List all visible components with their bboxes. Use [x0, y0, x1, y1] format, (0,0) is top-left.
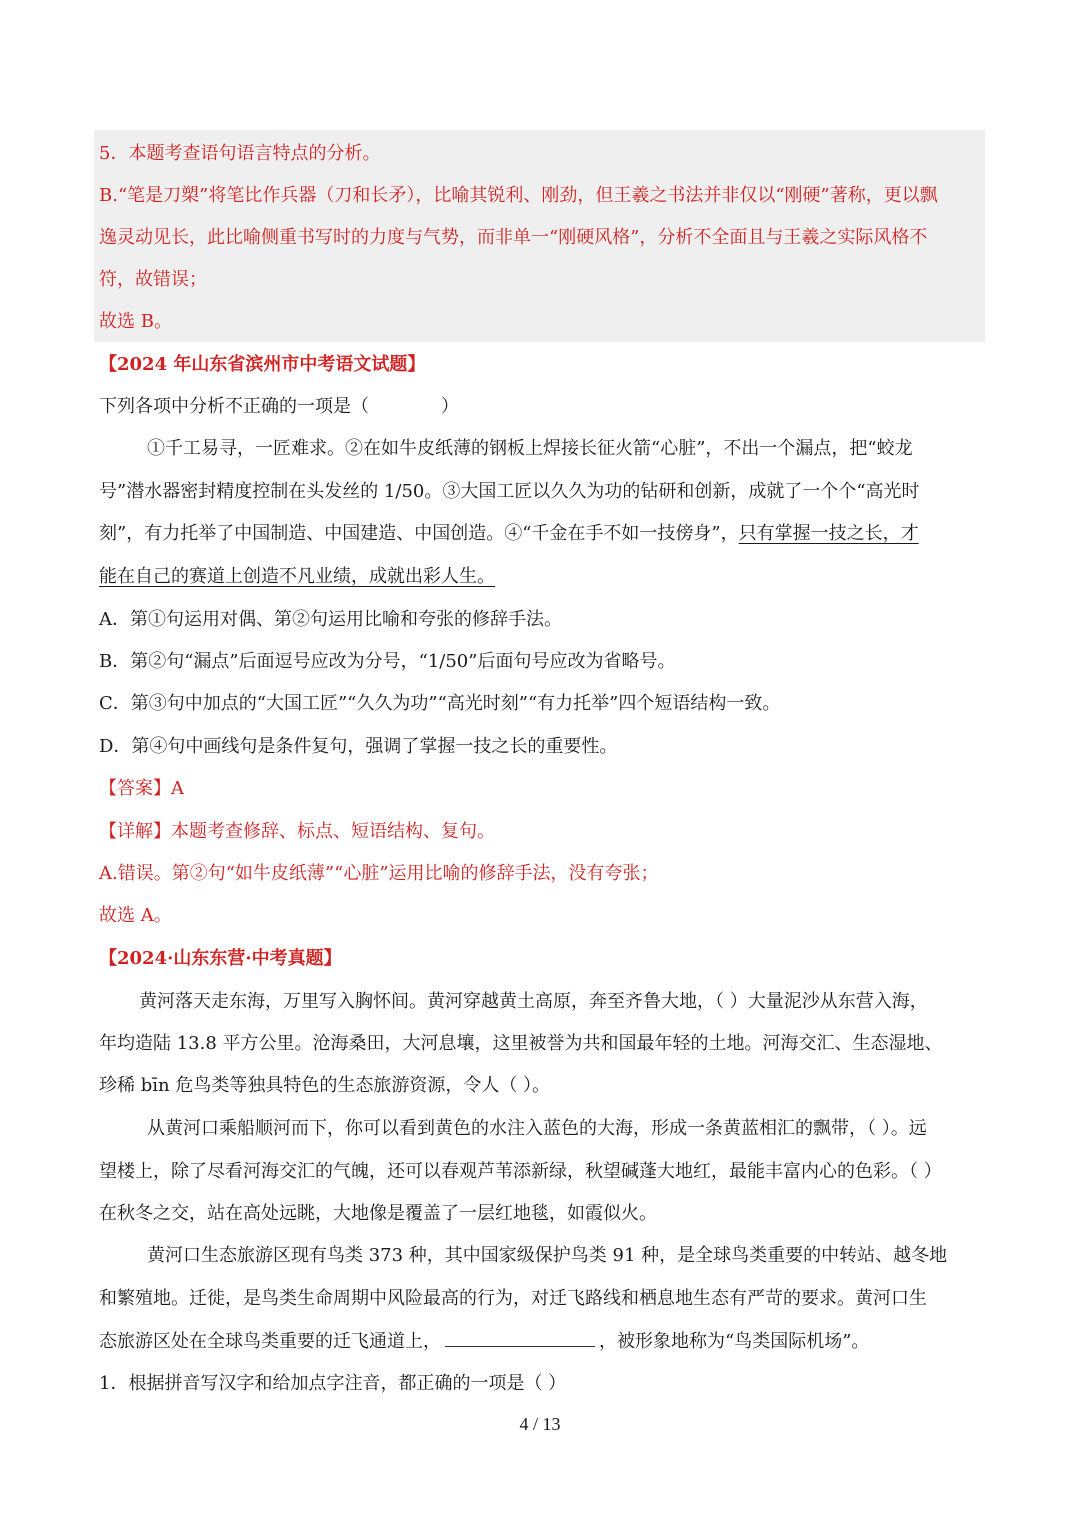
fill-in-blank	[445, 1330, 595, 1347]
passage-text: 刻”，有力托举了中国制造、中国建造、中国创造。④“千金在手不如一技傍身”，	[99, 523, 739, 544]
passage-line	[99, 1330, 989, 1353]
passage-line: 和繁殖地。迁徙，是鸟类生命周期中风险最高的行为，对迁飞路线和栖息地生态有严苛的要求。黄河口生	[99, 1288, 927, 1309]
explanation-line: 5．本题考查语句语言特点的分析。	[99, 143, 381, 164]
answer: 【答案】A	[99, 778, 184, 799]
passage-line: 黄河口生态旅游区现有鸟类 373 种，其中国家级保护鸟类 91 种，是全球鸟类重要的中转站、越冬地	[147, 1245, 948, 1266]
section-header: 【2024·山东东营·中考真题】	[99, 948, 342, 969]
explanation-line: 符，故错误；	[99, 269, 207, 290]
option-a: A．第①句运用对偶、第②句运用比喻和夸张的修辞手法。	[99, 609, 562, 630]
underlined-sentence: 能在自己的赛道上创造不凡业绩，成就出彩人生。	[99, 566, 495, 587]
passage-line: 黄河落天走东海，万里写入胸怀间。黄河穿越黄土高原，奔至齐鲁大地，（ ）大量泥沙从东营入海，	[139, 991, 928, 1012]
question-1: 1．根据拼音写汉字和给加点字注音，都正确的一项是（ ）	[99, 1373, 567, 1394]
passage-line: 望楼上，除了尽看河海交汇的气魄，还可以春观芦苇添新绿，秋望碱蓬大地红，最能丰富内心的色彩。（ ）	[99, 1161, 942, 1182]
explanation-line: B.“笔是刀槊”将笔比作兵器（刀和长矛），比喻其锐利、刚劲，但王羲之书法并非仅以“刚硬”著称，更以飘	[99, 185, 938, 206]
section-header: 【2024 年山东省滨州市中考语文试题】	[99, 354, 426, 375]
passage-line: 号”潜水器密封精度控制在头发丝的 1/50。③大国工匠以久久为功的钻研和创新，成就了一个个“高光时	[99, 481, 920, 502]
passage-line: 在秋冬之交，站在高处远眺，大地像是覆盖了一层红地毯，如霞似火。	[99, 1203, 657, 1224]
detail: 【详解】本题考查修辞、标点、短语结构、复句。	[99, 821, 495, 842]
passage-text: ，被形象地称为“鸟类国际机场”。	[599, 1331, 870, 1352]
passage-text: 态旅游区处在全球鸟类重要的迁飞通道上，	[99, 1331, 441, 1352]
option-b: B．第②句“漏点”后面逗号应改为分号，“1/50”后面句号应改为省略号。	[99, 651, 676, 672]
explanation-line: 故选 B。	[99, 311, 172, 332]
passage-line	[99, 523, 989, 545]
question-prompt: 下列各项中分析不正确的一项是（ ）	[99, 396, 459, 417]
underlined-sentence: 只有掌握一技之长，才	[738, 523, 919, 544]
detail-a: A.错误。第②句“如牛皮纸薄”“心脏”运用比喻的修辞手法，没有夸张；	[99, 863, 659, 884]
choose-line: 故选 A。	[99, 905, 172, 926]
option-c: C．第③句中加点的“大国工匠”“久久为功”“高光时刻”“有力托举”四个短语结构一致。	[99, 693, 781, 714]
page-number: 4 / 13	[519, 1414, 561, 1434]
passage-line: 从黄河口乘船顺河而下，你可以看到黄色的水注入蓝色的大海，形成一条黄蓝相汇的飘带，（ ）。远	[147, 1118, 927, 1139]
option-d: D．第④句中画线句是条件复句，强调了掌握一技之长的重要性。	[99, 736, 618, 757]
passage-line: 年均造陆 13.8 平方公里。沧海桑田，大河息壤，这里被誉为共和国最年轻的土地。河海交汇、生态湿地、	[99, 1033, 943, 1054]
passage-line: 珍稀 bīn 危鸟类等独具特色的生态旅游资源，令人（ ）。	[99, 1075, 551, 1096]
passage-line: ①千工易寻，一匠难求。②在如牛皮纸薄的钢板上焊接长征火箭“心脏”，不出一个漏点，把“蛟龙	[147, 438, 913, 459]
explanation-line: 逸灵动见长，此比喻侧重书写时的力度与气势，而非单一“刚硬风格”，分析不全面且与王羲之实际风格不	[99, 227, 928, 248]
